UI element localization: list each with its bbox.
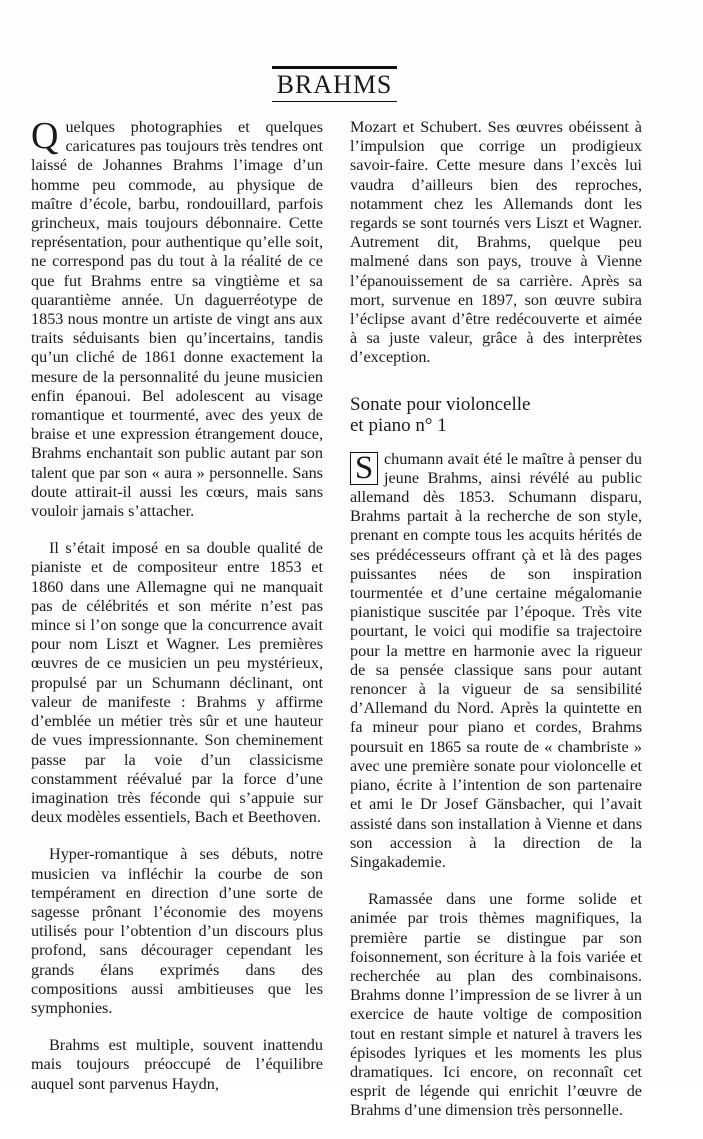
paragraph-career: Il s’était imposé en sa double qualité de pianiste et de compositeur entre 1853 et 1860 dans une Allemagne qui ne manquait pas de célébrités et son mérite n’est pas mince si l’on songe que la concurrence avait pour nom Liszt et Wagner. Les premières œuvres de ce musicien un peu mystérieux, propulsé par un Schumann déclinant, ont valeur de manifeste : Brahms y affirme d’emblée un métier très sûr et une hauteur de vues impressionnante. Son cheminement passe par la voie d’un classicisme constamment réévalué par la force d’une imagination très féconde qui s’appuie sur deux modèles essentiels, Bach et Beethoven. — [31, 539, 323, 827]
page-title: BRAHMS — [272, 69, 397, 102]
drop-cap-q: Q — [31, 115, 59, 157]
section-heading — [350, 394, 642, 436]
paragraph-schumann — [350, 450, 642, 872]
paragraph-intro — [31, 115, 323, 521]
section-heading-line-1: Sonate pour violoncelle — [350, 393, 531, 415]
paragraph-first-movement: Ramassée dans une forme solide et animée par trois thèmes magnifiques, la première partie se distingue par son foisonnement, son écriture à la fois variée et recherchée au plan des combinaisons. Brahms donne l’impression de se livrer à un exercice de haute voltige de composition tout en restant simple et naturel à travers les épisodes lyriques et les moments les plus dramatiques. Ici encore, on reconnaît cet esprit de légende qui enrichit l’œuvre de Brahms d’une dimension très personnelle. — [350, 890, 642, 1120]
paragraph-schumann-text: chumann avait été le maître à penser du jeune Brahms, ainsi révélé au public allemand dès 1853. Schumann disparu, Brahms partait à la recherche de son style, prenant en compte tous les acquits hérités de ses prédécesseurs offrant çà et là des pages puissantes nées de son inspiration tourmentée et d’une certaine mégalomanie pianistique suscitée par l’époque. Très vite pourtant, le voici qui modifie sa trajectoire pour la mettre en harmonie avec la rigueur de sa pensée classique sans pour autant renoncer à la vigueur de sa sensibilité d’Allemand du Nord. Après la quintette en fa mineur pour piano et cordes, Brahms poursuit en 1865 sa route de « chambriste » avec une première sonate pour violoncelle et piano, écrite à l’intention de son partenaire et ami le Dr Josef Gänsbacher, qui l’avait assisté dans son installation à Vienne et dans son accession à la direction de la Singakademie. — [350, 449, 642, 871]
paragraph-multiple-continued: Mozart et Schubert. Ses œuvres obéissent à l’impulsion que corrige un prodigieux savoir-faire. Cette mesure dans l’excès lui vaudra d’ailleurs bien des reproches, notamment chez les Allemands dont les regards se sont tournés vers Liszt et Wagner. Autrement dit, Brahms, quelque peu malmené dans son pays, trouve à Vienne l’épanouissement de sa carrière. Après sa mort, survenue en 1897, son œuvre subira l’éclipse avant d’être redécouverte et aimée à sa juste valeur, grâce à des interprètes d’exception. — [350, 118, 642, 367]
drop-cap-s: S — [350, 452, 378, 485]
paragraph-multiple: Brahms est multiple, souvent inattendu mais toujours préoccupé de l’équilibre auquel sont parvenus Haydn, — [31, 1036, 323, 1093]
right-column — [350, 118, 642, 1139]
left-column — [31, 115, 323, 1112]
section-heading-line-2: et piano n° 1 — [350, 414, 447, 436]
paragraph-romantic: Hyper-romantique à ses débuts, notre musicien va infléchir la courbe de son tempérament en direction d’une sorte de sagesse prônant l’économie des moyens utilisés pour l’obtention d’un discours plus profond, sans décourager cependant les grands élans exprimés dans des compositions aussi ambitieuses que les symphonies. — [31, 845, 323, 1017]
paragraph-intro-text: uelques photographies et quelques caricatures pas toujours très tendres ont laissé de Johannes Brahms l’image d’un homme peu commode, au physique de maître d’école, barbu, rondouillard, parfois grincheux, mais toujours débonnaire. Cette représentation, pour authentique qu’elle soit, ne correspond pas du tout à la réalité de ce que fut Brahms entre sa vingtième et sa quarantième année. Un daguerréotype de 1853 nous montre un artiste de vingt ans aux traits séduisants bien qu’incertains, tandis qu’un cliché de 1861 donne exactement la mesure de la personnalité du jeune musicien enfin épanoui. Bel adolescent au visage romantique et tourmenté, avec des yeux de braise et une expression étrangement douce, Brahms enchantait son public autant par son talent que par son « aura » personnelle. Sans doute attirait-il aussi les cœurs, mais sans vouloir jamais s’attacher. — [31, 118, 323, 521]
